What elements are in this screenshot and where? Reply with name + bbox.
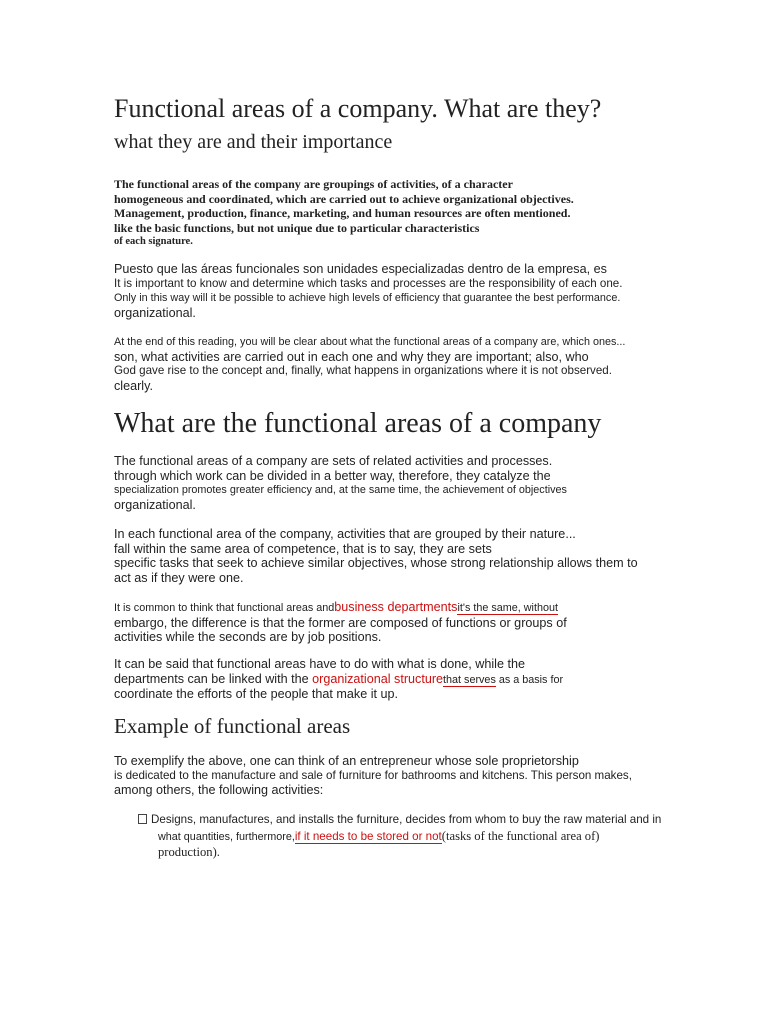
- paragraph-4: [114, 527, 638, 586]
- paragraph-line: The functional areas of a company are sets of related activities and processes.: [114, 454, 553, 468]
- paragraph-line: It can be said that functional areas have to do with what is done, while the: [114, 657, 525, 671]
- storage-link[interactable]: if it needs to be stored or not: [294, 829, 442, 843]
- paragraph-3: [114, 454, 567, 513]
- paragraph-line: son, what activities are carried out in each one and why they are important; also, who: [114, 349, 589, 364]
- intro-line: like the basic functions, but not unique due to particular characteristics: [114, 220, 480, 235]
- paragraph-line: among others, the following activities:: [114, 783, 324, 798]
- paragraph-line: organizational.: [114, 498, 196, 513]
- section-heading: What are the functional areas of a company: [114, 408, 602, 439]
- page-title: Functional areas of a company. What are they?: [114, 94, 602, 123]
- list-item-line: [138, 812, 662, 828]
- business-departments-link[interactable]: business departments: [334, 600, 458, 614]
- paragraph-text: that serves: [443, 673, 496, 686]
- paragraph-line: God gave rise to the concept and, finally, what happens in organizations where it is not observed.: [114, 364, 612, 378]
- paragraph-2: [114, 335, 625, 394]
- paragraph-text: it's the same, without: [457, 602, 558, 614]
- paragraph-line: specific tasks that seek to achieve similar objectives, whose strong relationship allows them to: [114, 556, 638, 571]
- paragraph-7: [114, 754, 632, 798]
- paragraph-line: activities while the seconds are by job positions.: [114, 630, 382, 645]
- intro-line: The functional areas of the company are groupings of activities, of a character: [114, 177, 513, 191]
- list-item-line: production).: [158, 845, 220, 859]
- paragraph-line: organizational.: [114, 306, 196, 321]
- paragraph-line: embargo, the difference is that the former are composed of functions or groups of: [114, 615, 567, 630]
- paragraph-5: [114, 600, 567, 645]
- paragraph-line: Puesto que las áreas funcionales son unidades especializadas dentro de la empresa, es: [114, 262, 607, 276]
- paragraph-text: departments can be linked with the: [114, 671, 313, 686]
- list-item-text: what quantities, furthermore,: [158, 830, 295, 843]
- paragraph-text: as a basis for: [495, 673, 564, 686]
- list-item-line: [138, 828, 658, 846]
- intro-line: Management, production, finance, marketing, and human resources are often mentioned.: [114, 206, 571, 220]
- paragraph-line: Only in this way will it be possible to achieve high levels of efficiency that guarantee the best performance.: [114, 292, 621, 305]
- list-item-text: Designs, manufactures, and installs the furniture, decides from whom to buy the raw material and in: [151, 813, 662, 826]
- intro-paragraph: [114, 177, 574, 250]
- paragraph-line: It is important to know and determine which tasks and processes are the responsibility of each one.: [114, 276, 623, 290]
- organizational-structure-link[interactable]: organizational structure: [312, 671, 444, 686]
- paragraph-line: At the end of this reading, you will be clear about what the functional areas of a company are, which ones...: [114, 336, 626, 348]
- paragraph-line: is dedicated to the manufacture and sale of furniture for bathrooms and kitchens. This person makes,: [114, 768, 632, 782]
- intro-line: of each signature.: [114, 236, 193, 247]
- paragraph-text: It is common to think that functional areas and: [114, 602, 335, 614]
- paragraph-line: [114, 600, 567, 616]
- paragraph-6: [114, 657, 563, 702]
- paragraph-line: coordinate the efforts of the people that make it up.: [114, 687, 399, 702]
- paragraph-line: through which work can be divided in a better way, therefore, they catalyze the: [114, 468, 551, 483]
- paragraph-line: act as if they were one.: [114, 571, 244, 586]
- intro-line: homogeneous and coordinated, which are carried out to achieve organizational objectives.: [114, 191, 574, 206]
- page-subtitle: what they are and their importance: [114, 131, 393, 153]
- paragraph-line: In each functional area of the company, activities that are grouped by their nature...: [114, 527, 576, 541]
- paragraph-line: specialization promotes greater efficiency and, at the same time, the achievement of objectives: [114, 484, 567, 497]
- list-item: [138, 812, 662, 861]
- paragraph-line: To exemplify the above, one can think of an entrepreneur whose sole proprietorship: [114, 754, 579, 768]
- list-item-text: (tasks of the functional area of): [441, 828, 600, 843]
- paragraph-line: clearly.: [114, 379, 153, 394]
- paragraph-line: [114, 672, 563, 688]
- paragraph-line: fall within the same area of competence, that is to say, they are sets: [114, 541, 492, 556]
- paragraph-1: [114, 262, 622, 321]
- subsection-heading: Example of functional areas: [114, 714, 351, 738]
- checkbox-bullet-icon: [138, 814, 147, 824]
